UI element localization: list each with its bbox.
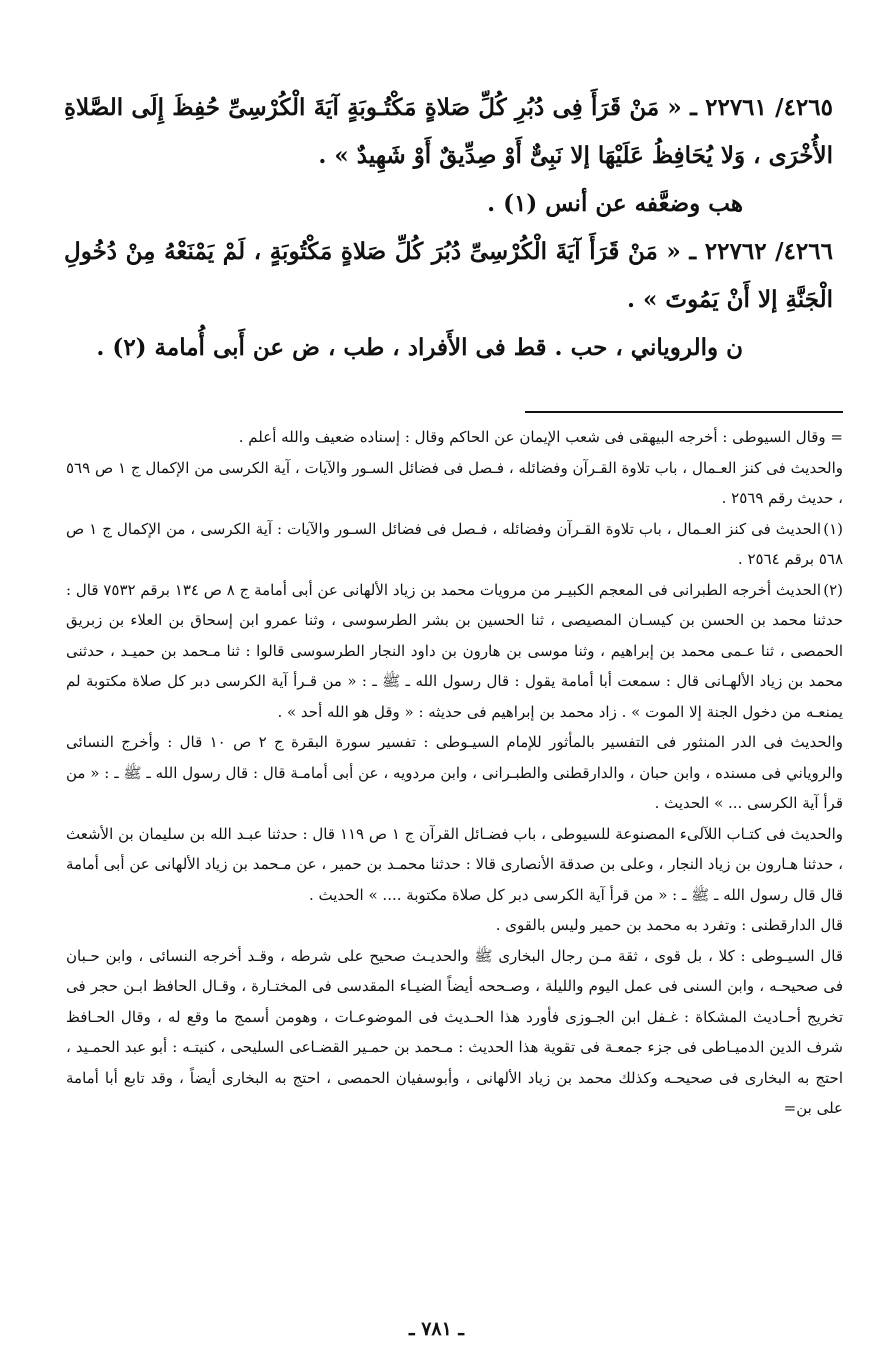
footnote-marker: (١) <box>823 519 843 538</box>
footnote-2 <box>66 575 843 728</box>
hadith-number: ٤٢٦٦/ ٢٢٧٦٢ ـ <box>689 238 833 265</box>
footnote-paragraph: والحديث فى الدر المنثور فى التفسير بالمأثور للإمام السيـوطى : تفسير سورة البقرة ج ٢ ص ١٠ قال : وأخرج النسائى والروياني فى مسنده ، وابن حبان ، والدارقطنى والطبـرانى ، وابن مردويه ، عن أبى أمامـة قال : قال رسول الله ـ ﷺ ـ : « من قرأ آية الكرسى ... » الحديث . <box>66 733 843 812</box>
hadith-text: « مَنْ قَرَأَ آيَةَ الْكُرْسِىِّ دُبُرَ كُلِّ صَلاةٍ مَكْتُوبَةٍ ، لَمْ يَمْنَعْهُ مِنْ دُخُولِ الْجَنَّةِ إلا أَنْ يَمُوتَ » . <box>64 238 833 313</box>
footnote-paragraph: قال السيـوطى : كلا ، بل قوى ، ثقة مـن رجال البخارى ﷺ والحديـث صحيح على شرطه ، وقـد أخرجه النسائى ، وابن حـبان فى صحيحـه ، وابن السنى فى عمل اليوم والليلة ، وصـححه أيضاً الضيـاء المقدسى فى المختـارة ، وقـال الحافظ ابـن حجر فى تخريج أحـاديث المشكاة : غـفل ابن الجـوزى فأورد هذا الحـديث فى الموضوعـات ، وهومن أسمج ما وقع له ، وقال الحـافظ شرف الدين الدميـاطى فى جزء جمعـة فى تقوية هذا الحديث : مـحمد بن حمـير القضـاعى السليحى ، كنيتـه : أبو عبد الحمـيد ، احتج به البخارى فى صحيحـه وكذلك محمد بن زياد الألهانى ، وأبوسفيان الحمصى ، احتج به البخارى أيضاً ، وقد تابع أبا أمامة على بن= <box>66 946 843 1117</box>
footnote-paragraph: والحديث فى كتـاب اللآلىء المصنوعة للسيوطى ، باب فضـائل القرآن ج ١ ص ١١٩ قال : حدثنا عبـد الله بن سليمان بن الأشعث ، حدثنا هـارون بن زياد النجار ، وعلى بن صدقة الأنصارى قالا : حدثنا محمـد بن حمير ، عن مـحمد بن زياد الألهانى عن أبى أمامة قال قال رسول الله ـ ﷺ ـ : « من قرأ آية الكرسى دبر كل صلاة مكتوبة .... » الحديث . <box>66 824 843 904</box>
page-number: ـ ٧٨١ ـ <box>409 1318 464 1340</box>
footnotes <box>66 422 843 1124</box>
hadith-source: ن والروياني ، حب . قط فى الأَفراد ، طب ، ض عن أَبى أُمامة (٢) . <box>96 334 743 361</box>
hadith-source: هب وضعَّفه عن أنس (١) . <box>487 190 743 217</box>
hadith-4265 <box>64 84 833 180</box>
footnote-separator <box>525 411 843 413</box>
footnote-paragraph: قال الدارقطنى : وتفرد به محمد بن حمير وليس بالقوى . <box>495 916 843 934</box>
footnote-text: الحديث فى كنز العـمال ، باب تلاوة القـرآن وفضائله ، فـصل فى فضائل السـور والآيات : آية الكرسى ، من الإكمال ج ١ ص ٥٦٨ برقم ٢٥٦٤ . <box>66 519 843 568</box>
footnote-continuation: = وقال السيوطى : أخرجه البيهقى فى شعب الإيمان عن الحاكم وقال : إسناده ضعيف والله أعلم . <box>238 428 843 446</box>
hadith-text: « مَنْ قَرَأَ فِى دُبُرِ كُلِّ صَلاةٍ مَكْتُـوبَةٍ آيَةَ الْكُرْسِىِّ حُفِظَ إِلَى الصَّلاةِ الأُخْرَى ، وَلا يُحَافِظُ عَلَيْهَا إلا نَبِىٌّ أَوْ صِدِّيقٌ أَوْ شَهِيدٌ » . <box>64 94 833 169</box>
footnote-marker: (٢) <box>823 580 844 599</box>
hadith-number: ٤٢٦٥/ ٢٢٧٦١ ـ <box>690 94 833 121</box>
footnote-1 <box>66 514 843 575</box>
hadith-section <box>64 84 833 372</box>
hadith-4266 <box>64 228 833 324</box>
footnote-paragraph: والحديث فى كنز العـمال ، باب تلاوة القـرآن وفضائله ، فـصل فى فضائل السـور والآيات ، آية الكرسى من الإكمال ج ١ ص ٥٦٩ ، حديث رقم ٢٥٦٩ . <box>66 458 844 507</box>
footnote-text: الحديث أخرجه الطبرانى فى المعجم الكبيـر من مرويات محمد بن زياد الألهانى عن أبى أمامة ج ٨ ص ١٣٤ برقم ٧٥٣٢ قال : حدثنا محمد بن الحسن بن كيسـان المصيصى ، ثنا الحسين بن بشر الطرسوسى ، وثنا عمرو ابن إسحاق بن العلاء بن زبريق الحمصى ، ثنا عـمى محمد بن إبراهيم ، وثنا موسى بن هارون بن داود النجار الطرسوسى قالوا : ثنا مـحمد بن حميـد ، حدثنى محمد بن زياد الألهـانى قال : سمعت أبا أمامة يقول : قال رسول الله ـ ﷺ ـ : « من قـرأ آية الكرسى دبر كل صلاة مكتوبة لم يمنعـه من دخول الجنة إلا الموت » . زاد محمد بن إبراهيم فى حديثه : « وقل هو الله أحد » . <box>66 580 843 721</box>
